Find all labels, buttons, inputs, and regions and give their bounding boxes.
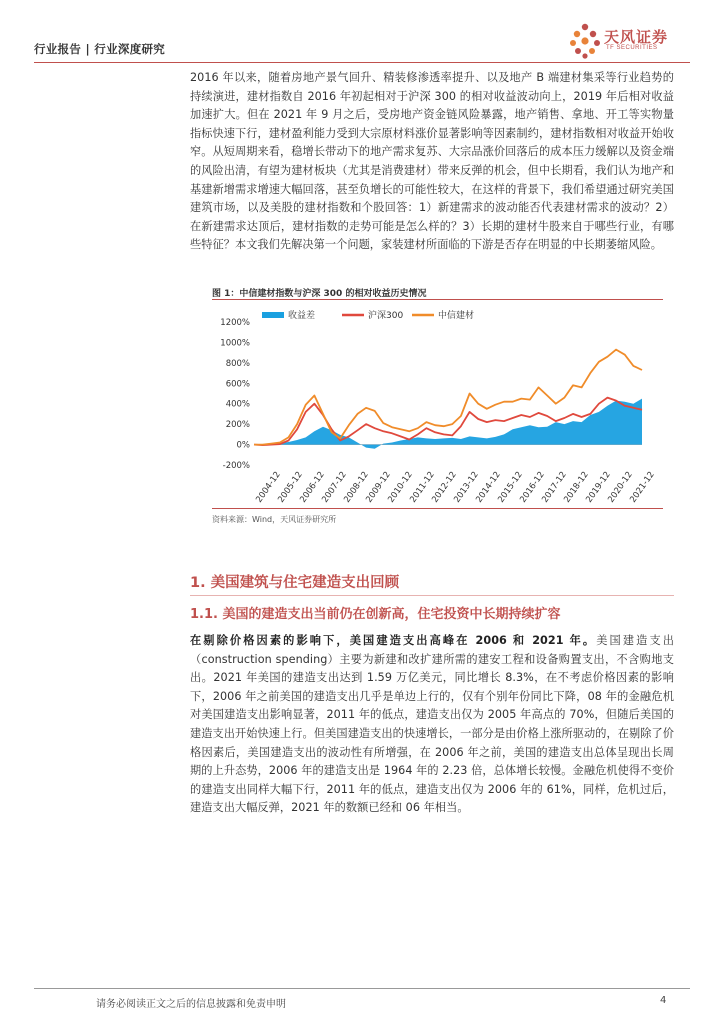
y-tick-label: 1200% [220, 318, 250, 328]
x-tick-label: 2012-12 [430, 469, 459, 505]
footer-disclaimer: 请务必阅读正文之后的信息披露和免责申明 [96, 999, 286, 1010]
x-tick-label: 2019-12 [584, 469, 613, 505]
y-tick-label: 200% [225, 420, 250, 431]
figure-source: 资料来源：Wind，天风证券研究所 [212, 515, 337, 524]
company-logo [568, 22, 698, 62]
intro-paragraph: 2016 年以来，随着房地产景气回升、精装修渗透率提升、以及地产 B 端建材集采等行业趋势的持续演进，建材指数自 2016 年初起相对于沪深 300 的相对收益波动向上，2019 年后相对收益加速扩大。但在 2021 年 9 月之后，受房地产资金链风险暴露，地产销售、拿地、开工等实物量指标快速下行，建材盈利能力受到大宗原材料涨价显著影响等因素制约，建材指数相对收益开始收窄。从短周期来看，稳增长带动下的地产需求复苏、大宗品涨价回落后的成本压力缓解以及资金端的风险出清，有望为建材板块（尤其是消费建材）带来反弹的机会，但中长期看，我们认为地产和基建新增需求增速大幅回落，甚至负增长的可能性较大，在这样的背景下，我们希望通过研究美国建筑市场，以及美股的建材指数和个股回答：1）新建需求的波动能否代表建材需求的波动？2）在新建需求达顶后，建材指数的走势可能是怎么样的？3）长期的建材牛股来自于哪些行业，有哪些特征？本文我们先解决第一个问题，家装建材所面临的下游是否存在明显的中长期萎缩风险。 [190, 71, 674, 252]
x-tick-label: 2014-12 [474, 469, 503, 505]
logo-mark-icon [568, 22, 602, 60]
x-tick-label: 2015-12 [496, 469, 525, 505]
legend-item [262, 309, 315, 321]
body-paragraph-text: 美国建造支出（construction spending）主要为新建和改扩建所需的建安工程和设备购置支出，不含购地支出。2021 年美国的建造支出达到 1.59 万亿美元，同比增长 8.3%，在不考虑价格因素的影响下，2006 年之前美国的建造支出几乎是单边上行的，仅有个别年份同比下降，08 年的金融危机对美国建造支出影响显著，2011 年的低点，建造支出仅为 2005 年高点的 70%，但随后美国的建造支出开始快速上行。但美国建造支出的快速增长，一部分是由价格上涨所驱动的，在剔除了价格因素后，美国建造支出的波动性有所增强，在 2006 年之前，美国的建造支出总体呈现出长周期的上升态势，2006 年的建造支出是 1964 年的 2.23 倍，总体增长较慢。金融危机使得不变价的建造支出同样大幅下行，2011 年的低点，建造支出仅为 2006 年的 61%，同样，危机过后，建造支出大幅反弹，2021 年的数额已经和 06 年相当。 [190, 634, 674, 815]
figure-top-rule [212, 299, 663, 300]
x-tick-label: 2017-12 [540, 469, 569, 505]
x-tick-label: 2005-12 [276, 469, 305, 505]
subsection-heading: 1.1. 美国的建造支出当前仍在创新高，住宅投资中长期持续扩容 [190, 607, 561, 622]
x-tick-label: 2009-12 [364, 469, 393, 505]
body-paragraph [190, 632, 674, 818]
header-rule [34, 62, 690, 63]
legend-label: 收益差 [288, 311, 316, 321]
x-tick-label: 2010-12 [386, 469, 415, 505]
y-tick-label: 800% [225, 358, 250, 369]
legend-swatch [262, 312, 284, 318]
body-paragraph-lead: 在剔除价格因素的影响下，美国建造支出高峰在 2006 和 2021 年。 [190, 634, 597, 647]
logo-company-name: 天风证券 [604, 28, 669, 46]
page-number: 4 [660, 995, 667, 1006]
footer-rule [34, 988, 690, 989]
x-tick-label: 2006-12 [298, 469, 327, 505]
legend-label: 沪深300 [368, 311, 404, 321]
legend-item [342, 309, 403, 321]
x-tick-label: 2011-12 [408, 469, 437, 505]
y-tick-label: 0% [236, 440, 250, 451]
x-tick-label: 2013-12 [452, 469, 481, 505]
report-breadcrumb: 行业报告 | 行业深度研究 [34, 42, 166, 56]
section-heading: 1. 美国建筑与住宅建造支出回顾 [190, 575, 400, 591]
x-tick-label: 2018-12 [562, 469, 591, 505]
x-tick-label: 2008-12 [342, 469, 371, 505]
y-tick-label: -200% [222, 461, 250, 471]
relative-return-chart [212, 302, 663, 506]
logo-company-subtitle: TF SECURITIES [606, 45, 658, 51]
figure-title: 图 1：中信建材指数与沪深 300 的相对收益历史情况 [212, 289, 427, 299]
legend-item [412, 309, 474, 321]
x-tick-label: 2007-12 [320, 469, 349, 505]
legend-label: 中信建材 [438, 311, 475, 321]
x-tick-label: 2016-12 [518, 469, 547, 505]
y-tick-label: 1000% [220, 338, 250, 349]
x-tick-label: 2004-12 [254, 469, 283, 505]
x-tick-label: 2021-12 [628, 469, 657, 505]
y-tick-label: 400% [225, 399, 250, 410]
section-heading-rule [190, 595, 674, 596]
y-tick-label: 600% [225, 379, 250, 390]
figure-bottom-rule [212, 508, 663, 509]
x-tick-label: 2020-12 [606, 469, 635, 505]
